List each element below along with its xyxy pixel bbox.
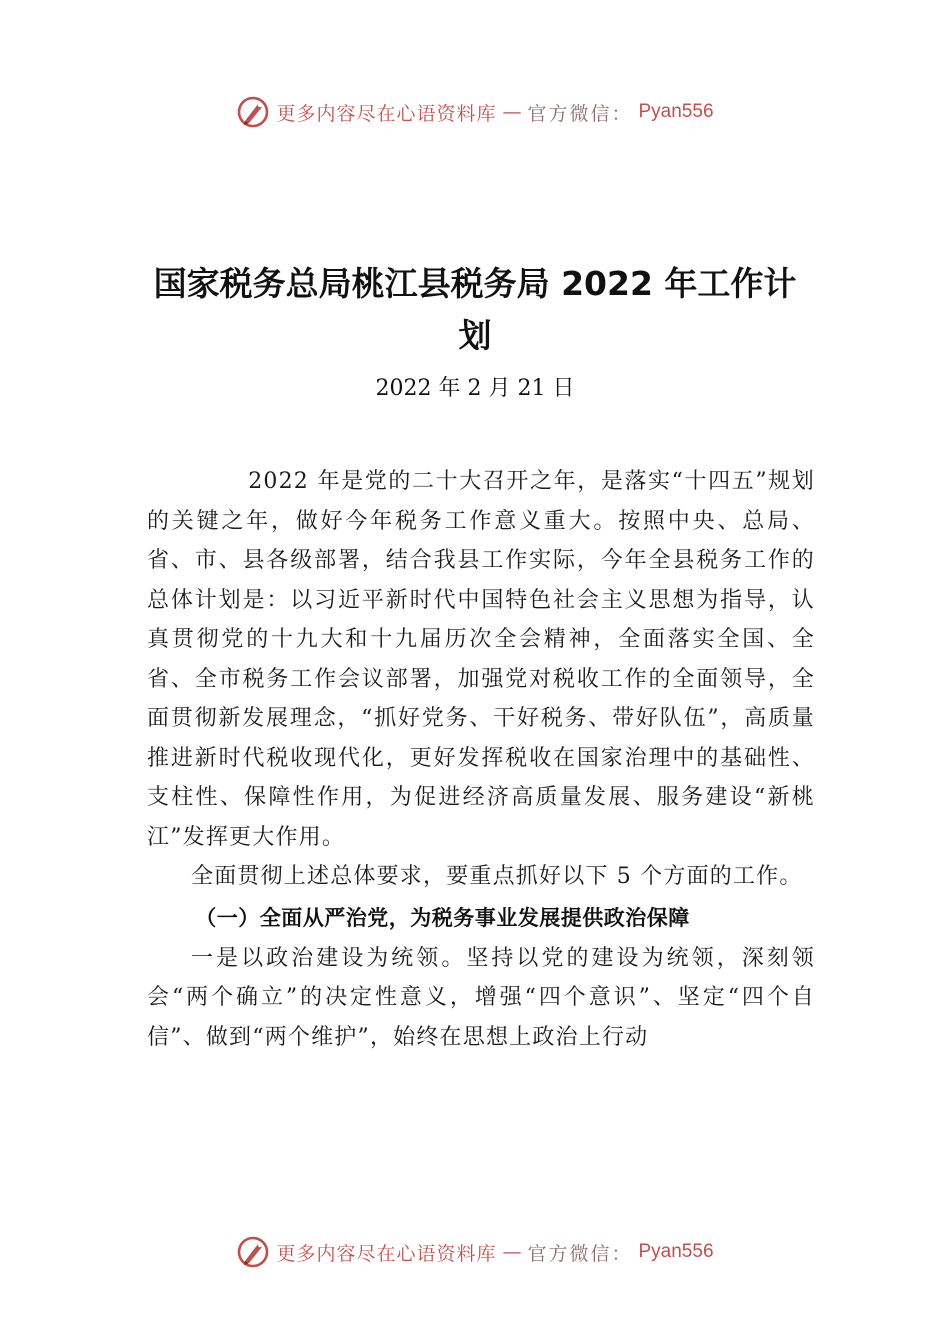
watermark-wechat-id: Pyan556: [638, 101, 714, 122]
watermark-text: 更多内容尽在心语资料库: [276, 102, 497, 125]
pen-logo-icon: [236, 95, 270, 129]
watermark-wechat-label: 官方微信：: [527, 102, 633, 125]
watermark-dash: —: [502, 1241, 522, 1263]
watermark-wechat-id: Pyan556: [638, 1241, 714, 1262]
paragraph-political-building: 一是以政治建设为统领。坚持以党的建设为统领，深刻领会“两个确立”的决定性意义，增强“四个意识”、坚定“四个自信”、做到“两个维护”，始终在思想上政治上行动: [147, 945, 815, 1050]
section-heading-1: （一）全面从严治党，为税务事业发展提供政治保障: [195, 905, 690, 930]
paragraph-summary: 全面贯彻上述总体要求，要重点抓好以下 5 个方面的工作。: [191, 864, 803, 889]
watermark-banner-top: [0, 92, 950, 132]
watermark-banner-bottom: [0, 1232, 950, 1272]
watermark-dash: —: [502, 101, 522, 123]
watermark-text: 更多内容尽在心语资料库: [276, 1242, 497, 1265]
pen-logo-icon: [236, 1235, 270, 1269]
watermark-wechat-label: 官方微信：: [527, 1242, 633, 1265]
paragraph-intro: 2022 年是党的二十大召开之年，是落实“十四五”规划的关键之年，做好今年税务工作意义重大。按照中央、总局、省、市、县各级部署，结合我县工作实际，今年全县税务工作的总体计划是：以习近平新时代中国特色社会主义思想为指导，认真贯彻党的十九大和十九届历次全会精神，全面落实全国、全省、全市税务工作会议部署，加强党对税收工作的全面领导，全面贯彻新发展理念，“抓好党务、干好税务、带好队伍”，高质量推进新时代税收现代化，更好发挥税收在国家治理中的基础性、支柱性、保障性作用，为促进经济高质量发展、服务建设“新桃江”发挥更大作用。: [147, 469, 815, 850]
document-date: 2022 年 2 月 21 日: [375, 376, 575, 401]
document-title: 国家税务总局桃江县税务局 2022 年工作计划: [153, 264, 797, 355]
document-body: [147, 462, 815, 1057]
